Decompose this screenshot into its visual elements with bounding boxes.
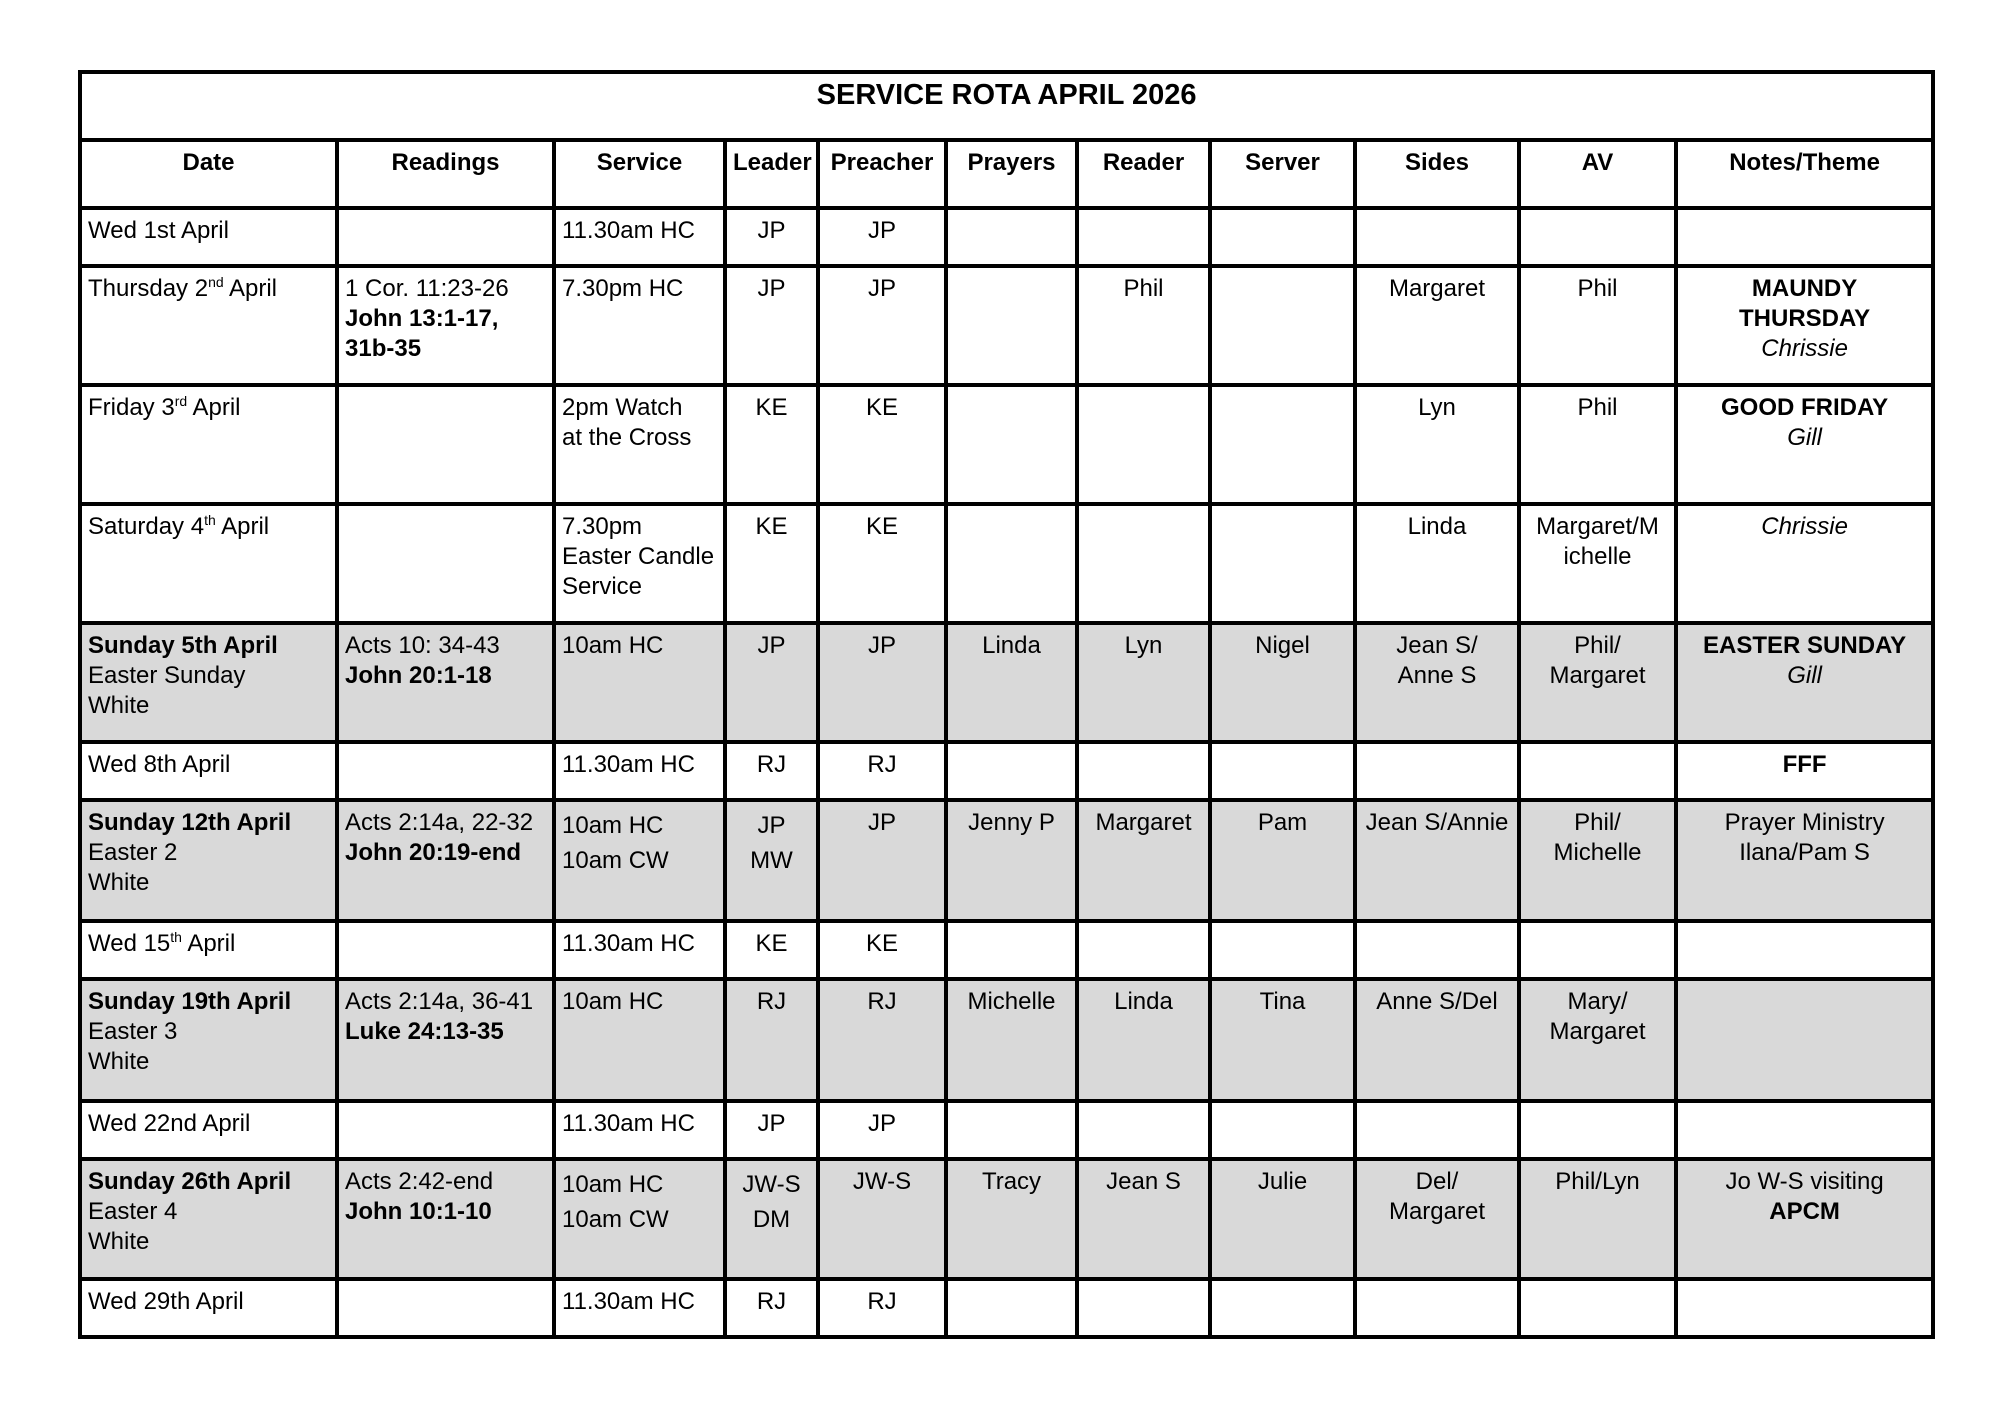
reader-cell xyxy=(1077,742,1210,800)
column-header-service: Service xyxy=(554,140,725,208)
preacher-cell: RJ xyxy=(818,979,946,1101)
notes-cell xyxy=(1676,921,1933,979)
notes-cell xyxy=(1676,979,1933,1101)
server-cell xyxy=(1210,208,1355,266)
column-header-reader: Reader xyxy=(1077,140,1210,208)
gospel-reading: John 10:1-10 xyxy=(345,1198,492,1225)
preacher-cell: JP xyxy=(818,800,946,921)
preacher-cell: RJ xyxy=(818,1279,946,1337)
leader-cell xyxy=(725,266,818,385)
server-cell xyxy=(1210,742,1355,800)
prayers-cell xyxy=(946,742,1077,800)
sides-cell xyxy=(1355,385,1519,504)
service-line-3: Service xyxy=(562,573,643,600)
date-ordinal: th xyxy=(170,929,182,945)
av-line-1: Mary/ xyxy=(1567,988,1628,1015)
service-line-1: 11.30am HC xyxy=(562,751,695,778)
date-cell xyxy=(80,1101,337,1159)
service-line-1: 10am HC xyxy=(562,1171,664,1198)
service-line-1: 2pm Watch xyxy=(562,394,683,421)
column-header-readings: Readings xyxy=(337,140,554,208)
service-line-1: 10am HC xyxy=(562,812,664,839)
prayers-cell xyxy=(946,385,1077,504)
preacher-cell: JP xyxy=(818,1101,946,1159)
date-month: April xyxy=(215,513,270,540)
liturgical-colour: White xyxy=(88,1048,150,1075)
av-cell xyxy=(1519,504,1676,623)
table-row xyxy=(80,979,1933,1101)
liturgical-colour: White xyxy=(88,869,150,896)
table-row xyxy=(80,1101,1933,1159)
av-line-1: Phil/ xyxy=(1574,809,1621,836)
leader-line-1: RJ xyxy=(756,751,787,778)
readings-cell xyxy=(337,266,554,385)
service-line-1: 11.30am HC xyxy=(562,1110,695,1137)
reader-cell: Jean S xyxy=(1077,1159,1210,1279)
av-line-2: ichelle xyxy=(1563,543,1632,570)
reader-cell xyxy=(1077,504,1210,623)
date-main xyxy=(88,987,329,1017)
service-cell xyxy=(554,979,725,1101)
reader-cell xyxy=(1077,921,1210,979)
date-text: Sunday 19th April xyxy=(88,988,292,1015)
table-row xyxy=(80,1279,1933,1337)
sides-line-1: Linda xyxy=(1407,513,1467,540)
service-cell xyxy=(554,921,725,979)
service-cell xyxy=(554,385,725,504)
service-cell xyxy=(554,1159,725,1279)
readings-cell xyxy=(337,504,554,623)
table-row xyxy=(80,1159,1933,1279)
date-main xyxy=(88,1167,329,1197)
readings-cell xyxy=(337,979,554,1101)
date-ordinal: nd xyxy=(208,274,224,290)
sides-line-1: Del/ xyxy=(1415,1168,1459,1195)
av-line-2: Michelle xyxy=(1553,839,1642,866)
service-line-2: Easter Candle xyxy=(562,543,715,570)
notes-line-2: Chrissie xyxy=(1761,513,1848,540)
service-line-1: 11.30am HC xyxy=(562,1288,695,1315)
sides-cell xyxy=(1355,979,1519,1101)
reader-cell: Margaret xyxy=(1077,800,1210,921)
service-line-1: 7.30pm HC xyxy=(562,275,684,302)
notes-cell xyxy=(1676,1101,1933,1159)
leader-line-1: KE xyxy=(755,394,788,421)
av-cell xyxy=(1519,742,1676,800)
date-cell xyxy=(80,1159,337,1279)
date-cell xyxy=(80,504,337,623)
server-cell xyxy=(1210,1101,1355,1159)
leader-line-1: KE xyxy=(755,930,788,957)
leader-cell xyxy=(725,979,818,1101)
service-cell xyxy=(554,1101,725,1159)
sides-line-1: Lyn xyxy=(1418,394,1456,421)
notes-cell xyxy=(1676,208,1933,266)
prayers-cell xyxy=(946,266,1077,385)
leader-line-2: DM xyxy=(752,1206,791,1233)
reader-cell: Lyn xyxy=(1077,623,1210,742)
table-row xyxy=(80,208,1933,266)
header-row xyxy=(80,140,1933,208)
prayers-cell: Linda xyxy=(946,623,1077,742)
notes-line-2: Ilana/Pam S xyxy=(1739,839,1870,866)
table-row xyxy=(80,921,1933,979)
service-cell xyxy=(554,504,725,623)
leader-line-1: JP xyxy=(757,217,786,244)
server-cell xyxy=(1210,921,1355,979)
notes-line-2: Chrissie xyxy=(1761,335,1848,362)
av-line-1: Phil/Lyn xyxy=(1555,1168,1640,1195)
leader-cell xyxy=(725,385,818,504)
prayers-cell: Jenny P xyxy=(946,800,1077,921)
liturgical-day: Easter 3 xyxy=(88,1018,178,1045)
prayers-cell xyxy=(946,504,1077,623)
reader-cell: Linda xyxy=(1077,979,1210,1101)
leader-cell xyxy=(725,921,818,979)
date-text: Wed 22nd April xyxy=(88,1110,251,1137)
date-main xyxy=(88,929,329,959)
date-month: April xyxy=(181,930,236,957)
leader-line-1: RJ xyxy=(756,1288,787,1315)
readings-cell xyxy=(337,208,554,266)
date-cell xyxy=(80,921,337,979)
notes-line-1: Prayer Ministry xyxy=(1724,809,1885,836)
prayers-cell xyxy=(946,208,1077,266)
sides-line-1: Anne S/Del xyxy=(1376,988,1498,1015)
server-cell xyxy=(1210,266,1355,385)
table-row xyxy=(80,800,1933,921)
date-main xyxy=(88,274,329,304)
page-title: SERVICE ROTA APRIL 2026 xyxy=(80,72,1933,140)
sides-cell xyxy=(1355,1101,1519,1159)
preacher-cell: RJ xyxy=(818,742,946,800)
notes-cell xyxy=(1676,266,1933,385)
notes-cell xyxy=(1676,504,1933,623)
date-text: Friday 3 xyxy=(88,394,175,421)
leader-cell xyxy=(725,623,818,742)
sides-cell xyxy=(1355,208,1519,266)
leader-cell xyxy=(725,208,818,266)
server-cell: Julie xyxy=(1210,1159,1355,1279)
av-cell xyxy=(1519,385,1676,504)
leader-line-1: JW-S xyxy=(742,1171,801,1198)
date-main xyxy=(88,216,329,246)
date-main xyxy=(88,808,329,838)
date-main xyxy=(88,512,329,542)
av-cell xyxy=(1519,800,1676,921)
notes-line-1: GOOD FRIDAY xyxy=(1721,394,1889,421)
prayers-cell xyxy=(946,1101,1077,1159)
readings-cell xyxy=(337,800,554,921)
sides-cell xyxy=(1355,1159,1519,1279)
preacher-cell: KE xyxy=(818,385,946,504)
service-cell xyxy=(554,266,725,385)
leader-cell xyxy=(725,1279,818,1337)
leader-line-1: JP xyxy=(757,632,786,659)
date-main xyxy=(88,631,329,661)
liturgical-day: Easter 4 xyxy=(88,1198,178,1225)
column-header-preacher: Preacher xyxy=(818,140,946,208)
server-cell xyxy=(1210,385,1355,504)
sides-line-2: Anne S xyxy=(1397,662,1477,689)
notes-cell xyxy=(1676,1279,1933,1337)
gospel-reading: John 13:1-17, xyxy=(345,305,499,332)
readings-cell xyxy=(337,1159,554,1279)
preacher-cell: JP xyxy=(818,623,946,742)
sides-line-1: Margaret xyxy=(1388,275,1486,302)
sides-cell xyxy=(1355,623,1519,742)
liturgical-day: Easter Sunday xyxy=(88,662,246,689)
av-cell xyxy=(1519,266,1676,385)
reader-cell: Phil xyxy=(1077,266,1210,385)
service-cell xyxy=(554,742,725,800)
date-cell xyxy=(80,623,337,742)
first-reading: 1 Cor. 11:23-26 xyxy=(345,275,509,302)
gospel-reading: John 20:19-end xyxy=(345,839,522,866)
sides-line-2: Margaret xyxy=(1388,1198,1486,1225)
av-cell xyxy=(1519,979,1676,1101)
leader-cell xyxy=(725,504,818,623)
service-line-1: 7.30pm xyxy=(562,513,643,540)
leader-cell xyxy=(725,800,818,921)
av-cell xyxy=(1519,921,1676,979)
service-line-2: 10am CW xyxy=(562,847,669,874)
column-header-server: Server xyxy=(1210,140,1355,208)
sides-cell xyxy=(1355,266,1519,385)
prayers-cell xyxy=(946,1279,1077,1337)
first-reading: Acts 10: 34-43 xyxy=(345,632,500,659)
date-cell xyxy=(80,742,337,800)
notes-line-1: Jo W-S visiting xyxy=(1725,1168,1884,1195)
sides-cell xyxy=(1355,504,1519,623)
column-header-date: Date xyxy=(80,140,337,208)
date-text: Wed 15 xyxy=(88,930,171,957)
service-line-1: 11.30am HC xyxy=(562,217,695,244)
date-main xyxy=(88,750,329,780)
sides-line-1: Jean S/Annie xyxy=(1365,809,1509,836)
column-header-av: AV xyxy=(1519,140,1676,208)
date-main xyxy=(88,1109,329,1139)
server-cell: Pam xyxy=(1210,800,1355,921)
date-text: Thursday 2 xyxy=(88,275,209,302)
service-line-1: 10am HC xyxy=(562,632,664,659)
preacher-cell: KE xyxy=(818,504,946,623)
service-line-1: 11.30am HC xyxy=(562,930,695,957)
preacher-cell: KE xyxy=(818,921,946,979)
notes-cell xyxy=(1676,1159,1933,1279)
sides-cell xyxy=(1355,742,1519,800)
table-row xyxy=(80,385,1933,504)
reader-cell xyxy=(1077,208,1210,266)
notes-line-2: Gill xyxy=(1787,424,1822,451)
gospel-reading: Luke 24:13-35 xyxy=(345,1018,504,1045)
notes-line-1: MAUNDY THURSDAY xyxy=(1739,275,1871,332)
leader-cell xyxy=(725,1101,818,1159)
date-text: Sunday 5th April xyxy=(88,632,278,659)
notes-cell xyxy=(1676,742,1933,800)
liturgical-colour: White xyxy=(88,692,150,719)
date-cell xyxy=(80,979,337,1101)
date-main xyxy=(88,1287,329,1317)
sides-cell xyxy=(1355,1279,1519,1337)
service-cell xyxy=(554,623,725,742)
date-cell xyxy=(80,385,337,504)
av-line-2: Margaret xyxy=(1549,662,1646,689)
date-cell xyxy=(80,266,337,385)
notes-cell xyxy=(1676,385,1933,504)
date-cell xyxy=(80,800,337,921)
sides-cell xyxy=(1355,921,1519,979)
sides-cell xyxy=(1355,800,1519,921)
av-cell xyxy=(1519,623,1676,742)
service-cell xyxy=(554,800,725,921)
notes-line-2: APCM xyxy=(1769,1198,1840,1225)
column-header-leader: Leader xyxy=(725,140,818,208)
column-header-sides: Sides xyxy=(1355,140,1519,208)
first-reading: Acts 2:14a, 22-32 xyxy=(345,809,534,836)
av-line-1: Phil xyxy=(1577,275,1618,302)
reader-cell xyxy=(1077,1101,1210,1159)
leader-cell xyxy=(725,1159,818,1279)
date-ordinal: rd xyxy=(174,393,188,409)
date-main xyxy=(88,393,329,423)
preacher-cell: JP xyxy=(818,266,946,385)
readings-cell xyxy=(337,742,554,800)
notes-cell xyxy=(1676,800,1933,921)
service-line-1: 10am HC xyxy=(562,988,664,1015)
service-cell xyxy=(554,208,725,266)
date-text: Wed 1st April xyxy=(88,217,229,244)
notes-cell xyxy=(1676,623,1933,742)
liturgical-colour: White xyxy=(88,1228,150,1255)
leader-line-1: JP xyxy=(757,812,786,839)
date-text: Saturday 4 xyxy=(88,513,205,540)
first-reading: Acts 2:14a, 36-41 xyxy=(345,988,534,1015)
leader-line-1: JP xyxy=(757,1110,786,1137)
leader-line-1: KE xyxy=(755,513,788,540)
column-header-prayers: Prayers xyxy=(946,140,1077,208)
notes-line-1: EASTER SUNDAY xyxy=(1703,632,1907,659)
prayers-cell xyxy=(946,921,1077,979)
notes-line-2: Gill xyxy=(1787,662,1822,689)
reader-cell xyxy=(1077,1279,1210,1337)
readings-cell xyxy=(337,1101,554,1159)
server-cell: Tina xyxy=(1210,979,1355,1101)
server-cell xyxy=(1210,504,1355,623)
av-cell xyxy=(1519,1101,1676,1159)
av-line-1: Phil/ xyxy=(1574,632,1621,659)
date-cell xyxy=(80,1279,337,1337)
readings-cell xyxy=(337,921,554,979)
server-cell xyxy=(1210,1279,1355,1337)
gospel-reading-cont: 31b-35 xyxy=(345,335,422,362)
service-cell xyxy=(554,1279,725,1337)
leader-line-1: JP xyxy=(757,275,786,302)
table-row xyxy=(80,623,1933,742)
date-month: April xyxy=(223,275,277,302)
date-text: Sunday 12th April xyxy=(88,809,292,836)
date-text: Wed 29th April xyxy=(88,1288,244,1315)
leader-line-1: RJ xyxy=(756,988,787,1015)
readings-cell xyxy=(337,1279,554,1337)
av-cell xyxy=(1519,208,1676,266)
service-line-2: at the Cross xyxy=(562,424,692,451)
readings-cell xyxy=(337,385,554,504)
sides-line-1: Jean S/ xyxy=(1396,632,1478,659)
leader-line-2: MW xyxy=(750,847,793,874)
table-row xyxy=(80,742,1933,800)
av-line-2: Margaret xyxy=(1549,1018,1646,1045)
date-text: Wed 8th April xyxy=(88,751,231,778)
liturgical-day: Easter 2 xyxy=(88,839,178,866)
notes-line-1: FFF xyxy=(1782,751,1827,778)
date-text: Sunday 26th April xyxy=(88,1168,292,1195)
preacher-cell: JP xyxy=(818,208,946,266)
preacher-cell: JW-S xyxy=(818,1159,946,1279)
av-line-1: Phil xyxy=(1577,394,1618,421)
leader-cell xyxy=(725,742,818,800)
av-cell xyxy=(1519,1159,1676,1279)
reader-cell xyxy=(1077,385,1210,504)
gospel-reading: John 20:1-18 xyxy=(345,662,492,689)
first-reading: Acts 2:42-end xyxy=(345,1168,494,1195)
date-cell xyxy=(80,208,337,266)
date-month: April xyxy=(187,394,241,421)
server-cell: Nigel xyxy=(1210,623,1355,742)
readings-cell xyxy=(337,623,554,742)
table-row xyxy=(80,266,1933,385)
av-cell xyxy=(1519,1279,1676,1337)
prayers-cell: Tracy xyxy=(946,1159,1077,1279)
column-header-notes: Notes/Theme xyxy=(1676,140,1933,208)
service-line-2: 10am CW xyxy=(562,1206,669,1233)
table-row xyxy=(80,504,1933,623)
prayers-cell: Michelle xyxy=(946,979,1077,1101)
date-ordinal: th xyxy=(204,512,216,528)
av-line-1: Margaret/M xyxy=(1536,513,1659,540)
service-rota-table xyxy=(78,70,1935,1339)
